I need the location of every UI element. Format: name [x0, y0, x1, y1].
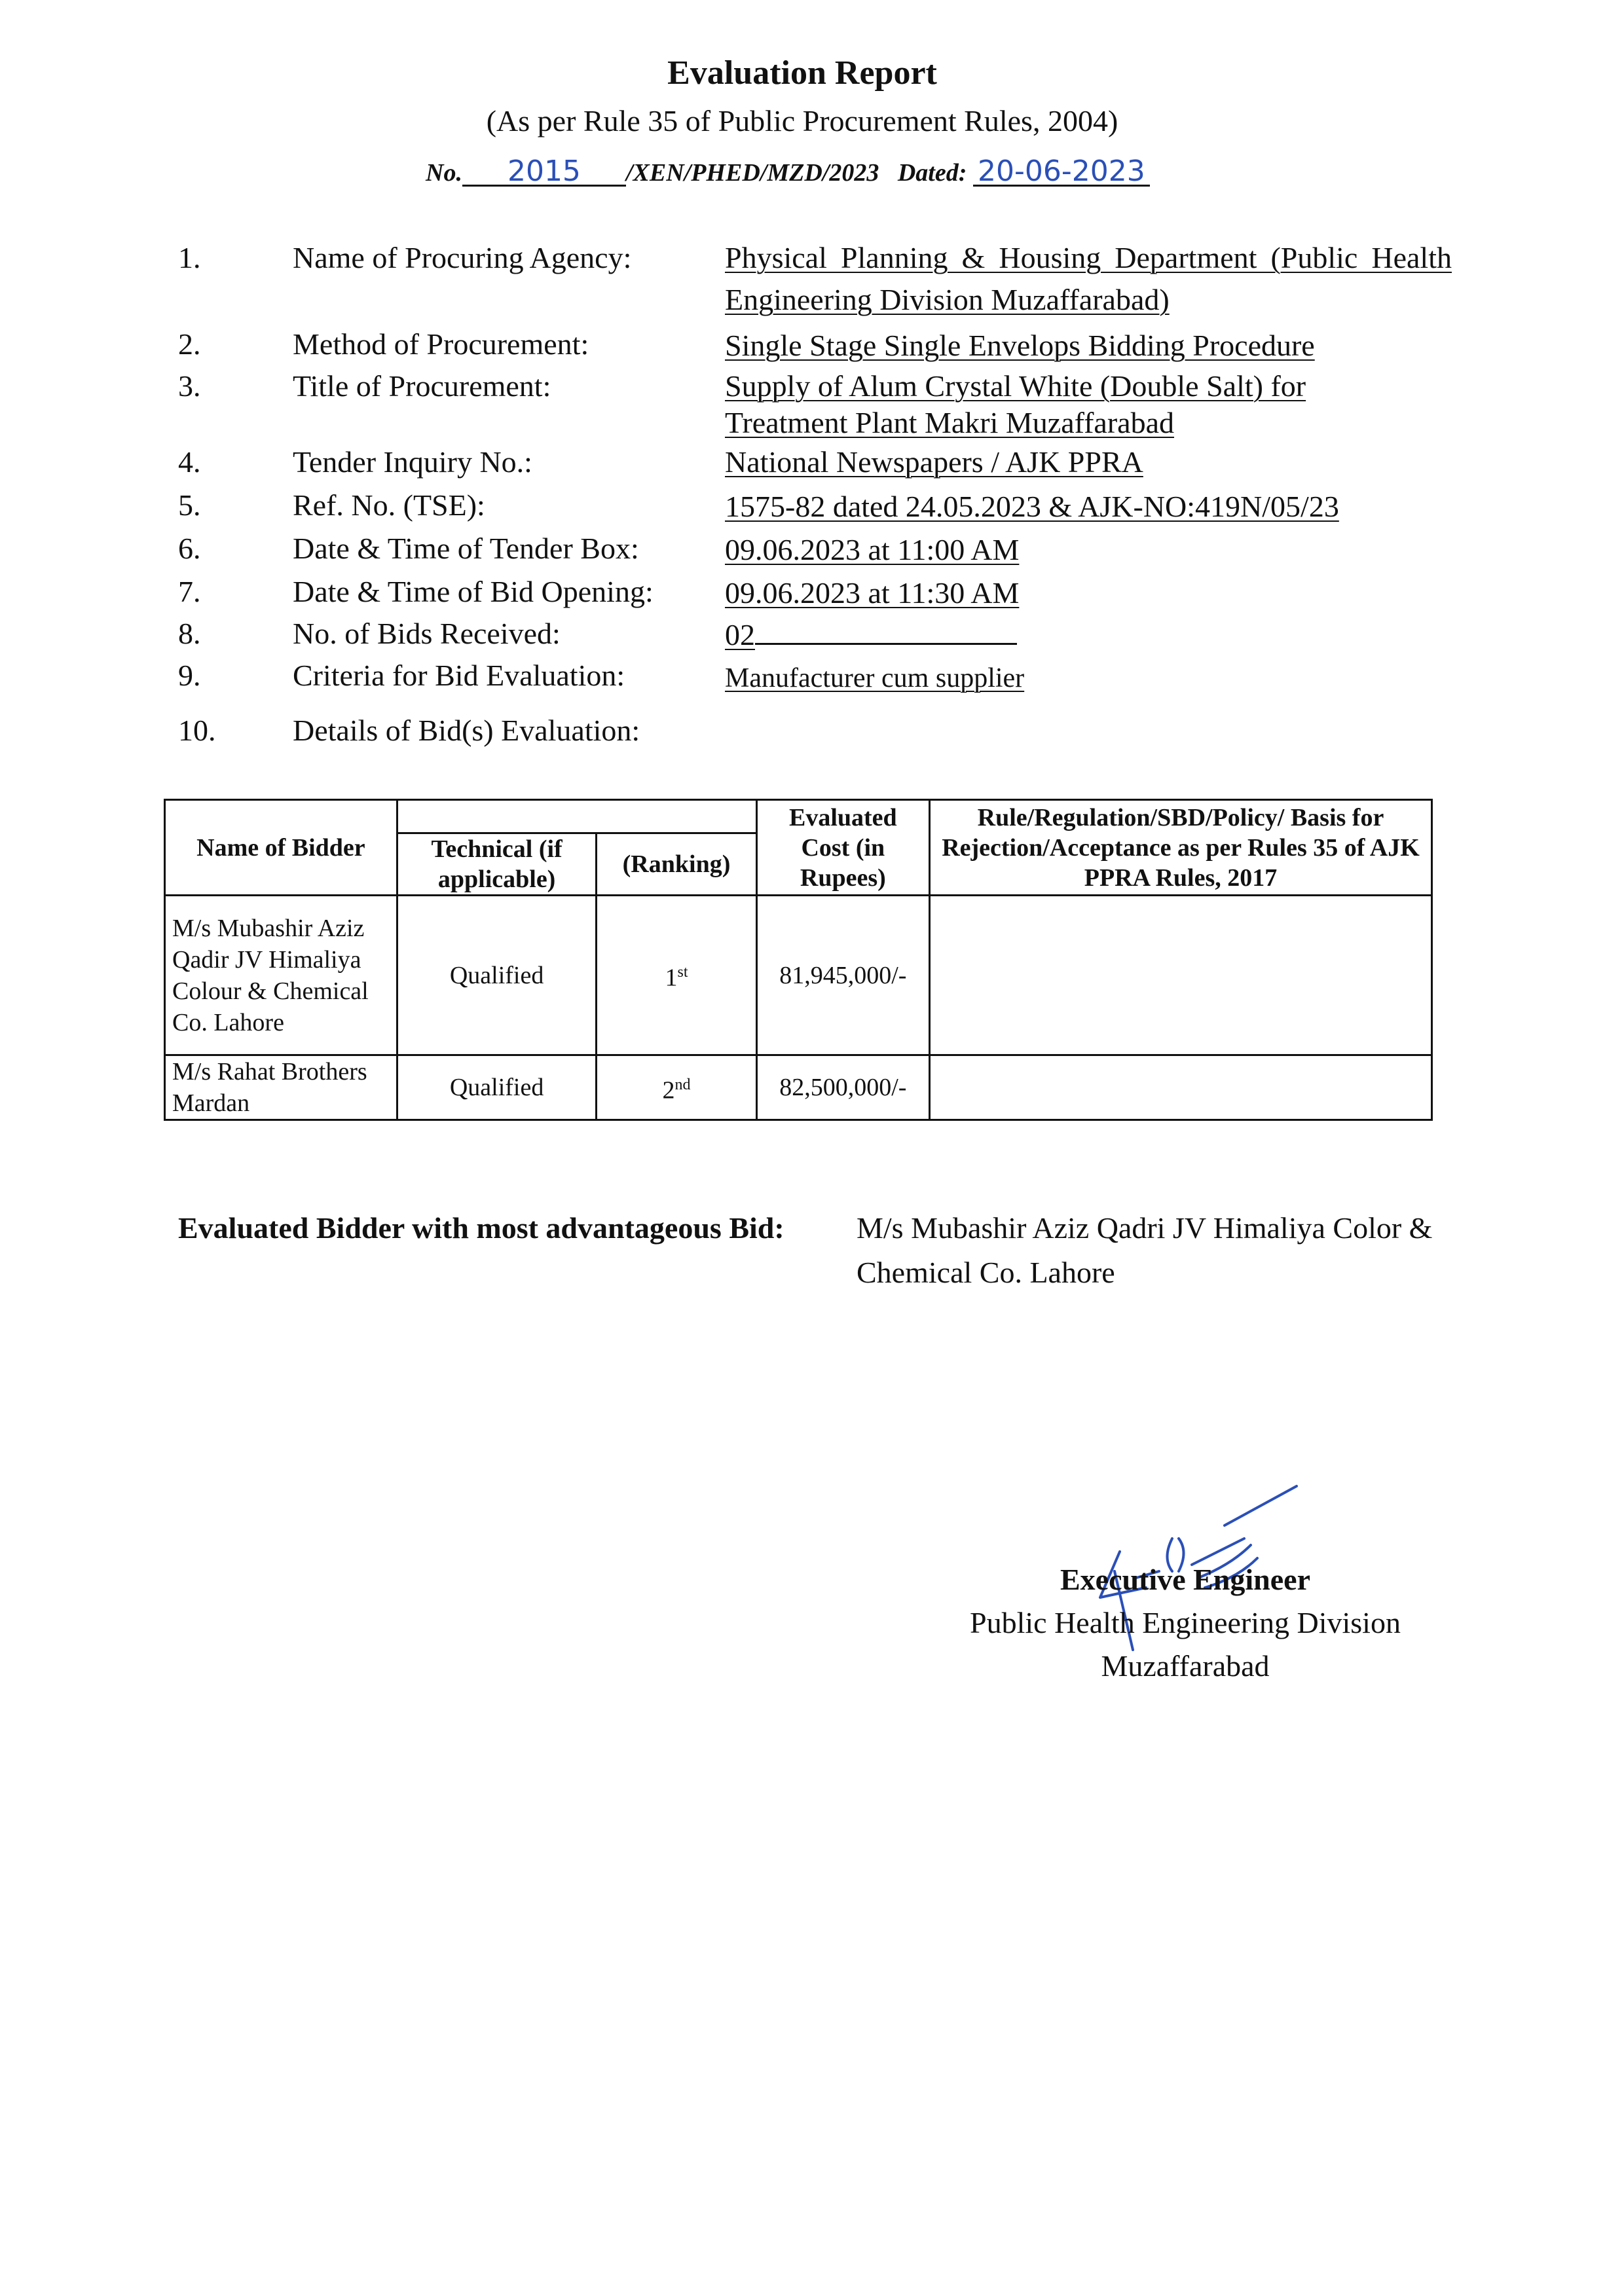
bidder-name: M/s Rahat Brothers Mardan	[165, 1055, 397, 1120]
report-subtitle: (As per Rule 35 of Public Procurement Rules, 2004)	[486, 104, 1118, 137]
item-number: 3.	[178, 369, 201, 403]
ranking	[597, 896, 756, 1055]
table-header-row	[165, 800, 1432, 833]
item-label: Tender Inquiry No.:	[293, 445, 532, 479]
item-number: 5.	[178, 488, 201, 522]
ranking	[597, 1055, 756, 1120]
item-value-bids-received	[725, 615, 1017, 655]
rank-suffix: st	[677, 964, 688, 981]
header-technical: Technical (if applicable)	[397, 833, 597, 896]
reference-suffix: /XEN/PHED/MZD/2023	[625, 159, 879, 187]
header-blank	[397, 800, 756, 833]
underline-blank	[755, 636, 1017, 645]
signatory-location: Muzaffarabad	[1101, 1649, 1270, 1683]
item-number: 6.	[178, 532, 201, 565]
dated-label: Dated:	[897, 159, 967, 187]
rank-number: 2	[662, 1076, 675, 1104]
signatory-block	[904, 1558, 1467, 1688]
item-label: Date & Time of Bid Opening:	[293, 575, 654, 608]
signatory-title: Executive Engineer	[1060, 1563, 1310, 1596]
item-number: 1.	[178, 241, 201, 274]
item-number: 2.	[178, 327, 201, 361]
item-label: Name of Procuring Agency:	[293, 241, 632, 274]
item-label: Title of Procurement:	[293, 369, 551, 403]
item-number: 9.	[178, 659, 201, 692]
item-label: Method of Procurement:	[293, 327, 589, 361]
table-row	[165, 1055, 1432, 1120]
header-rule-basis: Rule/Regulation/SBD/Policy/ Basis for Rejection/Acceptance as per Rules 35 of AJK PPRA Rules, 2017	[930, 800, 1432, 896]
reference-number: 2015	[462, 158, 626, 187]
reference-line	[426, 155, 1150, 188]
item-label: Ref. No. (TSE):	[293, 488, 485, 522]
item-number: 4.	[178, 445, 201, 479]
item-label: Details of Bid(s) Evaluation:	[293, 714, 640, 747]
item-value-bid-opening: 09.06.2023 at 11:30 AM	[725, 576, 1020, 610]
evaluated-bidder-value: M/s Mubashir Aziz Qadri JV Himaliya Color & Chemical Co. Lahore	[857, 1211, 1433, 1289]
table-row	[165, 896, 1432, 1055]
item-label: Criteria for Bid Evaluation:	[293, 659, 625, 692]
item-label: Date & Time of Tender Box:	[293, 532, 639, 565]
signatory-division: Public Health Engineering Division	[970, 1606, 1401, 1639]
item-label: No. of Bids Received:	[293, 617, 561, 650]
rule-basis	[930, 896, 1432, 1055]
bidder-name: M/s Mubashir Aziz Qadir JV Himaliya Colour & Chemical Co. Lahore	[165, 896, 397, 1055]
no-label: No.	[426, 159, 462, 187]
report-title: Evaluation Report	[667, 54, 937, 92]
item-number: 8.	[178, 617, 201, 650]
item-value-procuring-agency: Physical Planning & Housing Department (Public Health Engineering Division Muzaffarabad)	[725, 241, 1452, 316]
header-ranking: (Ranking)	[597, 833, 756, 896]
header-name-of-bidder: Name of Bidder	[165, 800, 397, 896]
evaluated-bidder-label: Evaluated Bidder with most advantageous Bid:	[178, 1211, 784, 1245]
item-value-tender-inquiry: National Newspapers / AJK PPRA	[725, 445, 1143, 479]
technical-status: Qualified	[397, 1055, 597, 1120]
technical-status: Qualified	[397, 896, 597, 1055]
rule-basis	[930, 1055, 1432, 1120]
item-value-ref-no: 1575-82 dated 24.05.2023 & AJK-NO:419N/05/23	[725, 490, 1339, 523]
item-value-title: Supply of Alum Crystal White (Double Salt) for Treatment Plant Makri Muzaffarabad	[725, 369, 1306, 439]
dated-value: 20-06-2023	[973, 158, 1150, 187]
evaluated-cost: 82,500,000/-	[756, 1055, 929, 1120]
item-value-criteria: Manufacturer cum supplier	[725, 663, 1025, 693]
item-value-tender-box: 09.06.2023 at 11:00 AM	[725, 533, 1020, 566]
bid-evaluation-table	[164, 799, 1433, 1121]
item-number: 7.	[178, 575, 201, 608]
header-evaluated-cost: Evaluated Cost (in Rupees)	[756, 800, 929, 896]
item-value-method: Single Stage Single Envelops Bidding Procedure	[725, 329, 1315, 362]
item-number: 10.	[178, 714, 216, 747]
rank-number: 1	[665, 964, 678, 992]
evaluated-cost: 81,945,000/-	[756, 896, 929, 1055]
bids-count: 02	[725, 618, 755, 651]
rank-suffix: nd	[674, 1076, 691, 1093]
